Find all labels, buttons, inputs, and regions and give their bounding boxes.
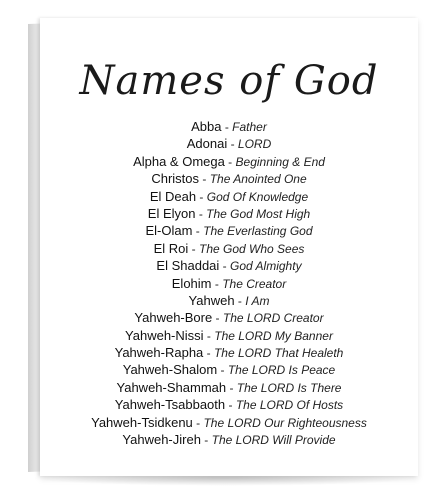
meaning-text: Beginning & End <box>235 154 325 169</box>
name-row <box>40 361 418 378</box>
meaning-text: God Almighty <box>229 259 302 274</box>
name-text: Yahweh-Tsidkenu <box>91 414 193 430</box>
meaning-text: The Everlasting God <box>203 224 313 239</box>
meaning-text: The God Who Sees <box>198 241 305 256</box>
name-text: El Elyon <box>147 205 196 221</box>
name-row <box>40 309 418 326</box>
meaning-text: I Am <box>245 293 270 308</box>
name-row <box>40 379 418 396</box>
name-text: El Roi <box>153 240 189 256</box>
name-row <box>40 344 418 361</box>
name-text: Adonai <box>186 136 228 152</box>
name-text: Yahweh-Tsabbaoth <box>114 397 226 413</box>
separator: - <box>221 120 233 134</box>
separator: - <box>219 259 230 274</box>
separator: - <box>192 415 204 430</box>
separator: - <box>203 328 215 343</box>
name-row <box>40 205 418 222</box>
name-row <box>40 170 418 187</box>
meaning-text: The LORD Creator <box>222 311 324 326</box>
name-row <box>40 327 418 344</box>
name-row <box>40 135 418 152</box>
names-list <box>40 118 418 448</box>
separator: - <box>234 293 246 308</box>
name-row <box>40 431 418 448</box>
name-row <box>40 275 418 292</box>
separator: - <box>225 398 236 413</box>
name-text: Yahweh-Nissi <box>125 327 204 343</box>
meaning-text: LORD <box>237 137 272 152</box>
separator: - <box>188 241 199 256</box>
meaning-text: The God Most High <box>206 206 311 221</box>
meaning-text: The LORD My Banner <box>214 328 333 343</box>
separator: - <box>226 380 237 395</box>
meaning-text: Father <box>232 120 267 134</box>
name-row <box>40 118 418 135</box>
name-row <box>40 188 418 205</box>
separator: - <box>217 363 228 378</box>
name-text: Yahweh-Shammah <box>116 379 227 395</box>
separator: - <box>199 172 210 187</box>
name-row <box>40 222 418 239</box>
print-title: Names of God <box>79 58 379 104</box>
separator: - <box>200 433 212 448</box>
meaning-text: The LORD Of Hosts <box>235 398 344 413</box>
meaning-text: The Anointed One <box>209 172 307 187</box>
name-row <box>40 257 418 274</box>
name-text: El Shaddai <box>156 258 220 274</box>
name-text: Yahweh-Jireh <box>122 432 201 448</box>
name-text: Christos <box>151 171 200 187</box>
name-row <box>40 414 418 431</box>
meaning-text: The LORD Our Righteousness <box>203 415 367 430</box>
name-row <box>40 292 418 309</box>
name-text: Alpha & Omega <box>133 153 225 169</box>
name-text: El-Olam <box>145 223 193 239</box>
meaning-text: The LORD Will Provide <box>211 433 336 448</box>
meaning-text: God Of Knowledge <box>206 189 309 204</box>
separator: - <box>196 189 207 204</box>
meaning-text: The LORD That Healeth <box>213 346 344 361</box>
name-text: Yahweh-Bore <box>134 310 213 326</box>
separator: - <box>212 311 223 326</box>
separator: - <box>195 206 207 221</box>
name-text: Abba <box>191 119 222 134</box>
name-text: Yahweh-Shalom <box>122 362 218 378</box>
separator: - <box>227 137 238 152</box>
meaning-text: The LORD Is Peace <box>227 363 336 378</box>
meaning-text: The LORD Is There <box>236 380 342 395</box>
name-row <box>40 396 418 413</box>
name-row <box>40 153 418 170</box>
canvas-print <box>40 18 418 476</box>
meaning-text: The Creator <box>222 276 287 291</box>
separator: - <box>203 346 214 361</box>
separator: - <box>192 224 204 239</box>
separator: - <box>211 276 223 291</box>
name-text: Yahweh <box>188 292 235 308</box>
separator: - <box>224 154 236 169</box>
name-row <box>40 240 418 257</box>
name-text: Yahweh-Rapha <box>114 345 204 361</box>
name-text: El Deah <box>149 188 197 204</box>
name-text: Elohim <box>171 275 212 291</box>
